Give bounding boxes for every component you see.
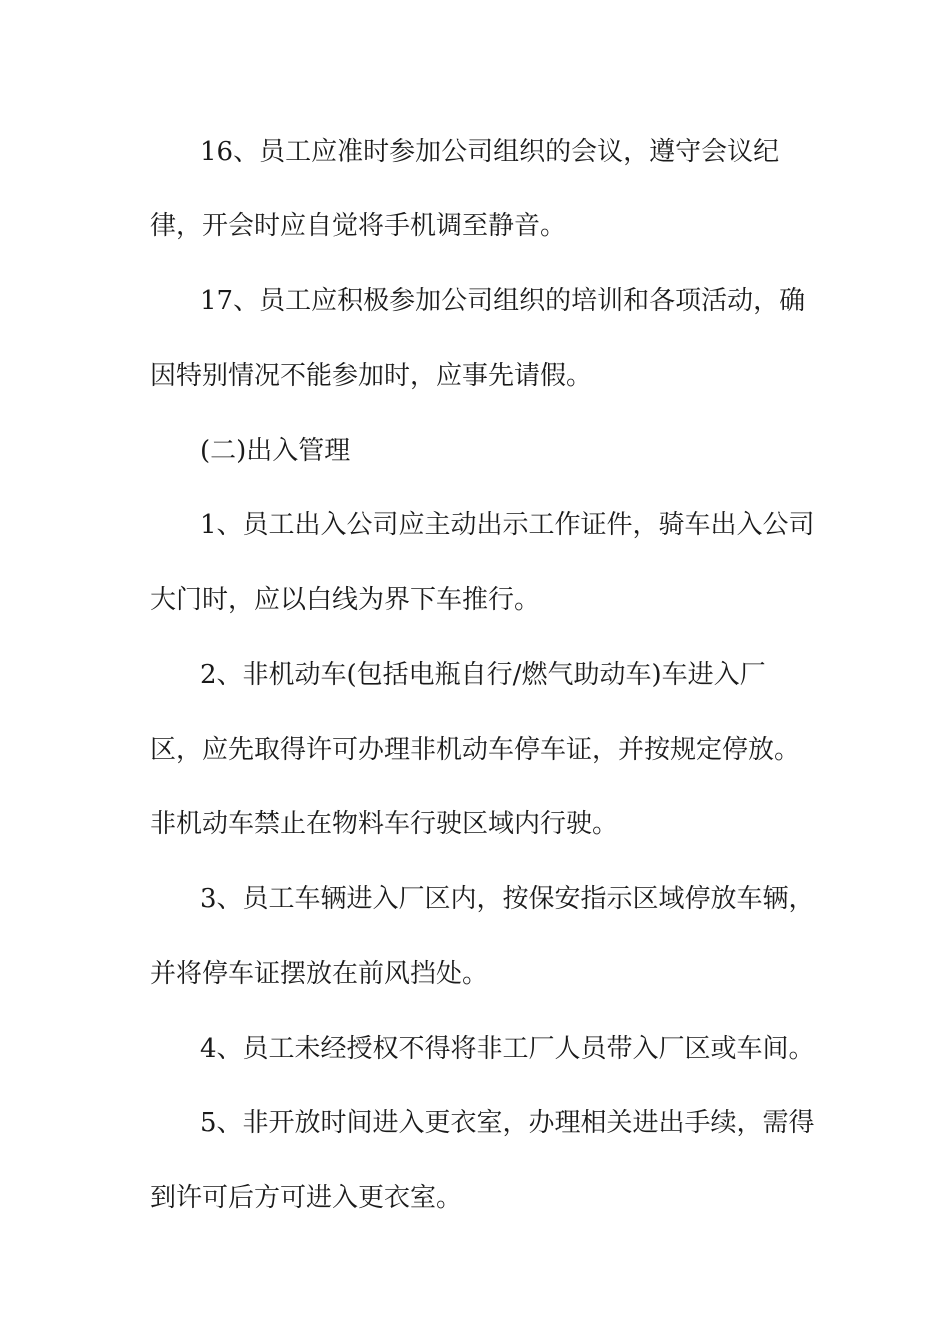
entry-rule-1-line-2: 大门时，应以白线为界下车推行。	[150, 585, 541, 615]
rule-17-line-1: 17、员工应积极参加公司组织的培训和各项活动，确	[200, 286, 806, 316]
entry-rule-3-line-2: 并将停车证摆放在前风挡处。	[150, 959, 489, 989]
entry-rule-4-line-1: 4、员工未经授权不得将非工厂人员带入厂区或车间。	[200, 1034, 815, 1064]
rule-16-line-2: 律，开会时应自觉将手机调至静音。	[150, 211, 567, 241]
entry-rule-2-line-2: 区，应先取得许可办理非机动车停车证，并按规定停放。	[150, 735, 801, 765]
entry-rule-1-line-1: 1、员工出入公司应主动出示工作证件，骑车出入公司	[200, 510, 815, 540]
section-heading-entry-management: (二)出入管理	[200, 436, 351, 466]
entry-rule-5-line-1: 5、非开放时间进入更衣室，办理相关进出手续，需得	[200, 1108, 815, 1138]
entry-rule-2-line-1: 2、非机动车(包括电瓶自行/燃气助动车)车进入厂	[200, 660, 766, 690]
rule-16-line-1: 16、员工应准时参加公司组织的会议，遵守会议纪	[200, 137, 780, 167]
rule-17-line-2: 因特别情况不能参加时，应事先请假。	[150, 361, 593, 391]
entry-rule-2-line-3: 非机动车禁止在物料车行驶区域内行驶。	[150, 809, 619, 839]
entry-rule-5-line-2: 到许可后方可进入更衣室。	[150, 1183, 463, 1213]
entry-rule-3-line-1: 3、员工车辆进入厂区内，按保安指示区域停放车辆，	[200, 884, 815, 914]
